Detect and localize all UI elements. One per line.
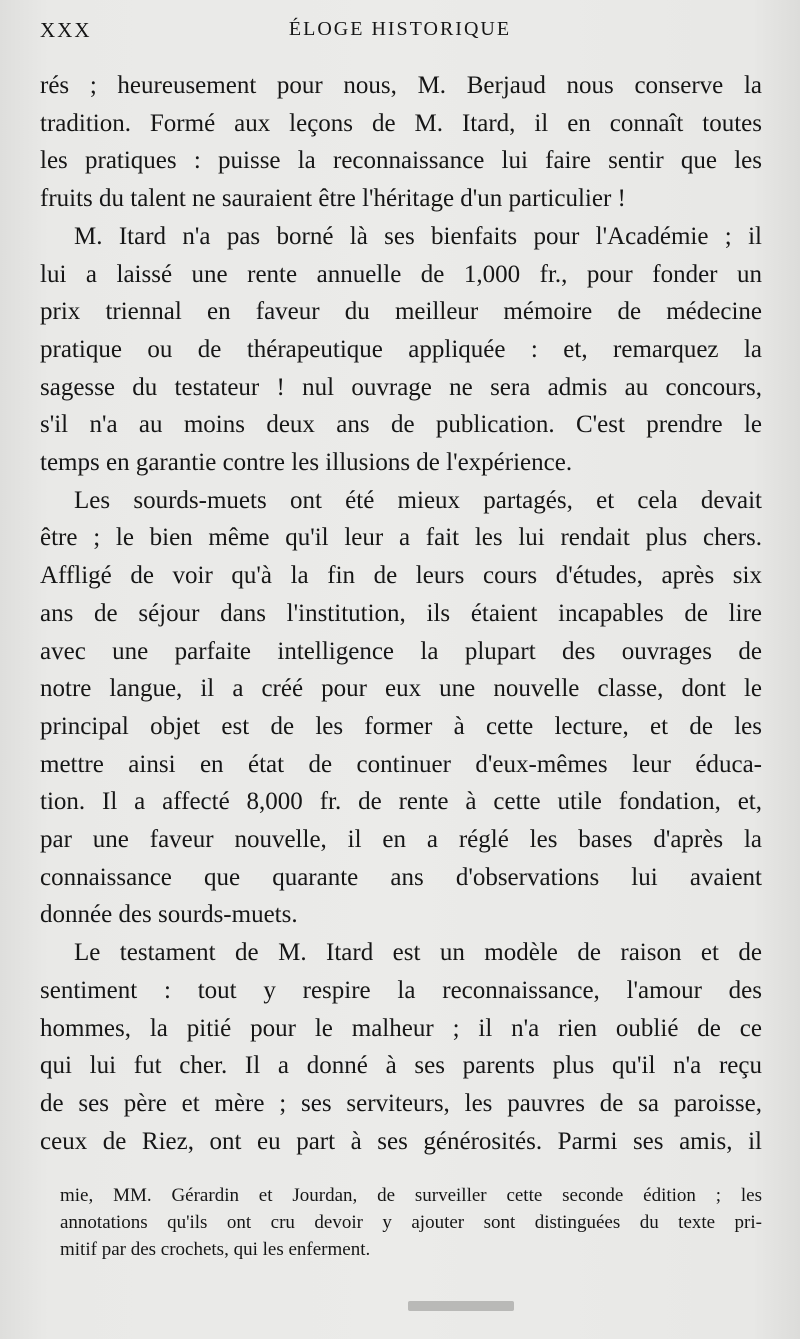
paragraph-2: [40, 218, 762, 482]
text-line: rés ; heureusement pour nous, M. Berjaud nous conserve la: [40, 72, 762, 99]
text-line: donnée des sourds-muets.: [40, 901, 298, 929]
text-line: ceux de Riez, ont eu part à ses générosités. Parmi ses amis, il: [40, 1127, 762, 1155]
body-text: [40, 67, 762, 1160]
paragraph-1: [40, 67, 762, 218]
text-line: fruits du talent ne sauraient être l'héritage d'un particulier !: [40, 185, 626, 213]
text-line: hommes, la pitié pour le malheur ; il n'a rien oublié de ce: [40, 1014, 762, 1042]
text-line: prix triennal en faveur du meilleur mémoire de médecine: [40, 298, 762, 326]
footnote-line: mie, MM. Gérardin et Jourdan, de surveiller cette seconde édition ; les: [60, 1185, 762, 1206]
paragraph-3: [40, 482, 762, 934]
text-line: notre langue, il a créé pour eux une nouvelle classe, dont le: [40, 675, 762, 703]
text-line: Le testament de M. Itard est un modèle de raison et de: [74, 939, 762, 967]
footnote-line: annotations qu'ils ont cru devoir y ajouter sont distinguées du texte pri-: [60, 1212, 762, 1233]
text-line: ans de séjour dans l'institution, ils étaient incapables de lire: [40, 599, 762, 627]
text-line: M. Itard n'a pas borné là ses bienfaits pour l'Académie ; il: [74, 222, 762, 250]
text-line: tradition. Formé aux leçons de M. Itard, il en connaît toutes: [40, 109, 762, 137]
text-line: les pratiques : puisse la reconnaissance lui faire sentir que les: [40, 147, 762, 175]
text-line: mettre ainsi en état de continuer d'eux-mêmes leur éduca-: [40, 750, 762, 778]
text-line: qui lui fut cher. Il a donné à ses parents plus qu'il n'a reçu: [40, 1052, 762, 1080]
text-line: tion. Il a affecté 8,000 fr. de rente à cette utile fondation, et,: [40, 788, 762, 816]
text-line: par une faveur nouvelle, il en a réglé les bases d'après la: [40, 826, 762, 854]
text-line: Affligé de voir qu'à la fin de leurs cours d'études, après six: [40, 562, 762, 590]
text-line: sagesse du testateur ! nul ouvrage ne sera admis au concours,: [40, 373, 762, 401]
text-line: avec une parfaite intelligence la plupart des ouvrages de: [40, 637, 762, 665]
text-line: de ses père et mère ; ses serviteurs, les pauvres de sa paroisse,: [40, 1089, 762, 1117]
page-header: [40, 18, 760, 48]
text-line: sentiment : tout y respire la reconnaissance, l'amour des: [40, 976, 762, 1004]
text-line: s'il n'a au moins deux ans de publication. C'est prendre le: [40, 411, 762, 439]
text-line: pratique ou de thérapeutique appliquée : et, remarquez la: [40, 335, 762, 363]
page-number: XXX: [40, 18, 92, 42]
paragraph-4: [40, 934, 762, 1160]
text-line: principal objet est de les former à cette lecture, et de les: [40, 712, 762, 740]
print-smudge: [408, 1301, 514, 1311]
footnote-line: mitif par des crochets, qui les enferment.: [60, 1239, 371, 1260]
footnote: [60, 1182, 762, 1263]
text-line: être ; le bien même qu'il leur a fait les lui rendait plus chers.: [40, 524, 762, 552]
text-line: temps en garantie contre les illusions de l'expérience.: [40, 449, 573, 477]
text-line: lui a laissé une rente annuelle de 1,000 fr., pour fonder un: [40, 260, 762, 288]
text-line: connaissance que quarante ans d'observations lui avaient: [40, 863, 762, 891]
running-title: ÉLOGE HISTORIQUE: [288, 18, 512, 40]
text-line: Les sourds-muets ont été mieux partagés, et cela devait: [74, 486, 762, 514]
